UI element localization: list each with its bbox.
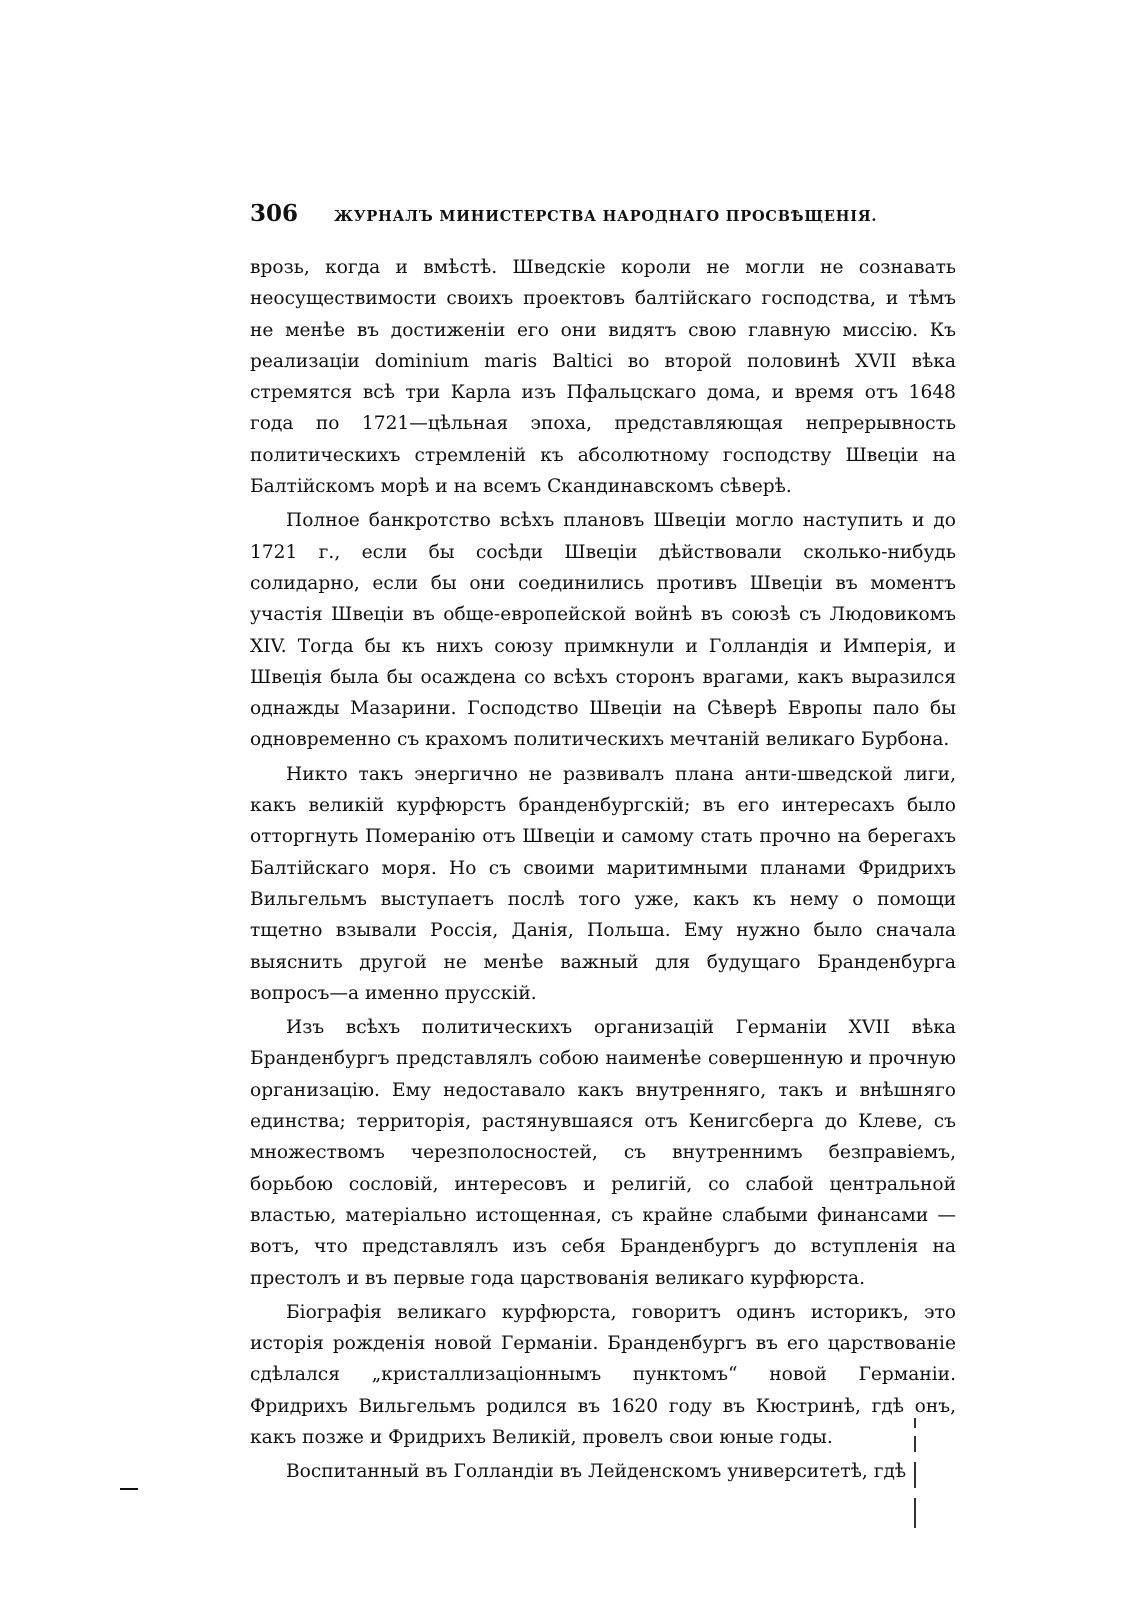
book-page <box>250 200 956 1491</box>
scan-margin-mark <box>120 1488 138 1490</box>
paragraph: Полное банкротство всѣхъ плановъ Швеціи могло наступить и до 1721 г., если бы сосѣди Швеціи дѣйствовали сколько-нибудь солидарно, если бы они соединились противъ Швеціи въ моментъ участія Швеціи въ обще-европейской войнѣ въ союзѣ съ Людовикомъ XIV. Тогда бы къ нихъ союзу примкнули и Голландія и Имперія, и Швеція была бы осаждена со всѣхъ сторонъ врагами, какъ выразился однажды Мазарини. Господство Швеціи на Сѣверѣ Европы пало бы одновременно съ крахомъ политическихъ мечтаній великаго Бурбона. <box>250 510 956 751</box>
paragraph: Воспитанный въ Голландіи въ Лейденскомъ университетѣ, гдѣ <box>286 1461 907 1483</box>
scan-edge-mark <box>914 1462 916 1488</box>
page-header <box>250 200 956 244</box>
scan-edge-mark <box>914 1418 916 1428</box>
scan-edge-marks <box>912 1418 920 1528</box>
running-title: ЖУРНАЛЪ МИНИСТЕРСТВА НАРОДНАГО ПРОСВѢЩЕНІЯ. <box>334 208 878 225</box>
scan-edge-mark <box>914 1498 916 1528</box>
paragraph: врозь, когда и вмѣстѣ. Шведскіе короли не могли не сознавать неосуществимости своихъ проектовъ балтійскаго господства, и тѣмъ не менѣе въ достиженіи его они видятъ свою главную миссію. Къ реализаціи dominium maris Baltici во второй половинѣ XVII вѣка стремятся всѣ три Карла изъ Пфальцскаго дома, и время отъ 1648 года по 1721—цѣльная эпоха, представляющая непрерывность политическихъ стремленій къ абсолютному господству Швеціи на Балтійскомъ морѣ и на всемъ Скандинавскомъ сѣверѣ. <box>250 257 956 498</box>
page-number: 306 <box>250 200 299 227</box>
paragraph: Біографія великаго курфюрста, говоритъ одинъ историкъ, это исторія рожденія новой Германіи. Бранденбургъ въ его царствованіе сдѣлался „кристаллизаціоннымъ пунктомъ“ новой Германіи. Фридрихъ Вильгельмъ родился въ 1620 году въ Кюстринѣ, гдѣ онъ, какъ позже и Фридрихъ Великій, провелъ свои юные годы. <box>250 1301 956 1448</box>
body-text <box>250 252 956 1488</box>
paragraph: Изъ всѣхъ политическихъ организацій Германіи XVII вѣка Бранденбургъ представлялъ собою наименѣе совершенную и прочную организацію. Ему недоставало какъ внутренняго, такъ и внѣшняго единства; территорія, растянувшаяся отъ Кенигсберга до Клеве, съ множествомъ черезполосностей, съ внутреннимъ безправіемъ, борьбою сословій, интересовъ и религій, со слабой центральной властью, матеріально истощенная, съ крайне слабыми финансами — вотъ, что представлялъ изъ себя Бранденбургъ до вступленія на престолъ и въ первые года царствованія великаго курфюрста. <box>250 1017 956 1289</box>
scan-edge-mark <box>914 1436 916 1452</box>
paragraph: Никто такъ энергично не развивалъ плана анти-шведской лиги, какъ великій курфюрстъ бранденбургскій; въ его интересахъ было отторгнуть Померанію отъ Швеціи и самому стать прочно на берегахъ Балтійскаго моря. Но съ своими маритимными планами Фридрихъ Вильгельмъ выступаетъ послѣ того уже, какъ къ нему о помощи тщетно взывали Россія, Данія, Польша. Ему нужно было сначала выяснить другой не менѣе важный для будущаго Бранденбурга вопросъ—а именно прусскій. <box>250 763 956 1004</box>
